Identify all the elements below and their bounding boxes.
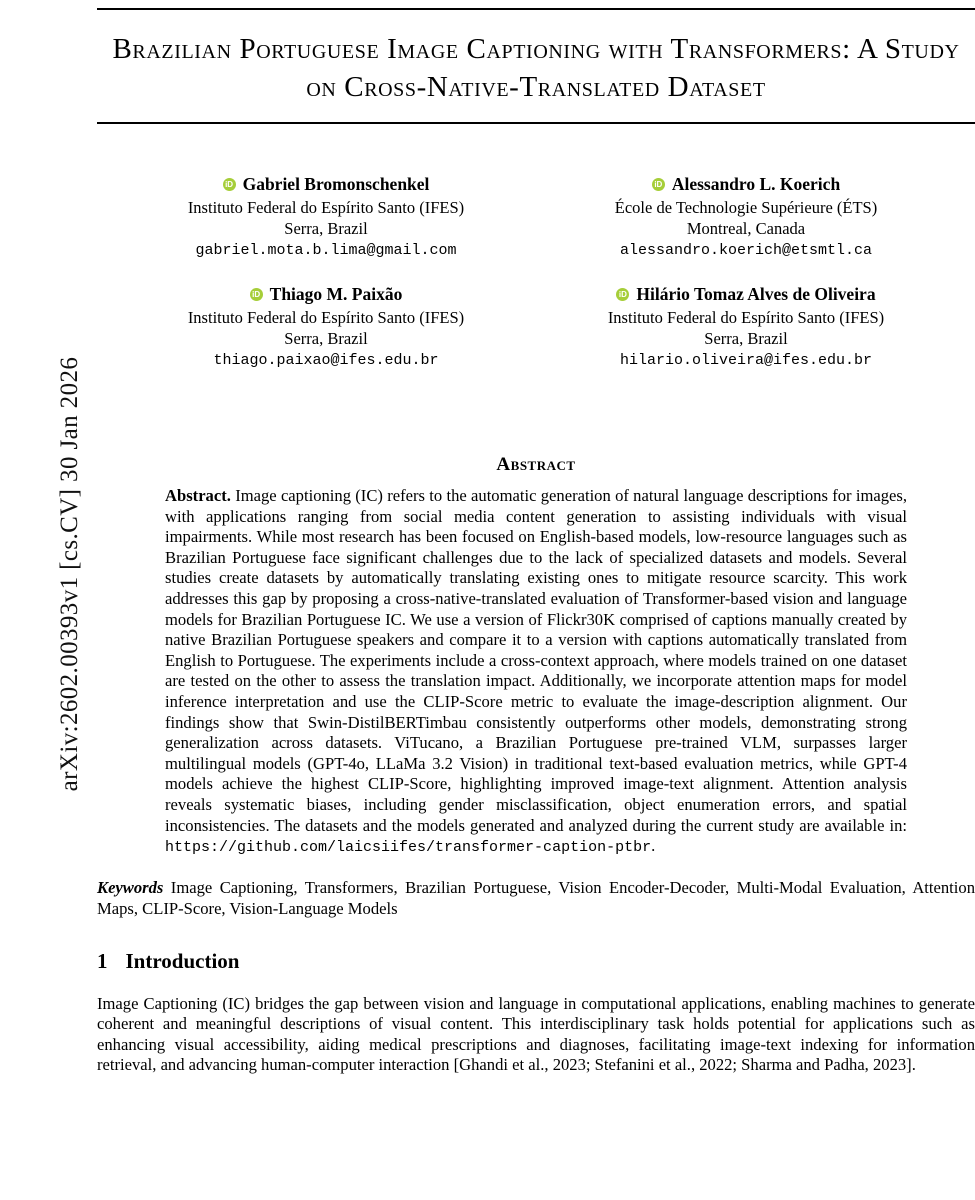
arxiv-identifier-stamp: arXiv:2602.00393v1 [cs.CV] 30 Jan 2026 — [56, 356, 83, 792]
abstract-text: Image captioning (IC) refers to the automatic generation of natural language descriptions for images, with applications ranging from social media content generation to assisting individuals with visual impairments. While most research has been focused on English-based models, low-resource languages such as Brazilian Portuguese face significant challenges due to the lack of specialized datasets and models. Several studies create datasets by automatically translating existing ones to mitigate resource scarcity. This work addresses this gap by proposing a cross-native-translated evaluation of Transformer-based vision and language models for Brazilian Portuguese IC. We use a version of Flickr30K comprised of captions manually created by native Brazilian Portuguese speakers and compare it to a version with captions automatically translated from English to Portuguese. The experiments include a cross-context approach, where models trained on one dataset are tested on the other to assess the translation impact. Additionally, we incorporate attention maps for model inference interpretation and use the CLIP-Score metric to evaluate the image-description alignment. Our findings show that Swin-DistilBERTimbau consistently outperforms other models, demonstrating strong generalization across datasets. ViTucano, a Brazilian Portuguese pre-trained VLM, surpasses larger multilingual models (GPT-4o, LLaMa 3.2 Vision) in traditional text-based evaluation metrics, while GPT-4 models achieve the highest CLIP-Score, highlighting improved image-text alignment. Attention analysis reveals systematic biases, including gender misclassification, object enumeration errors, and spatial inconsistencies. The datasets and the models generated and analyzed during the current study are available in: — [165, 486, 907, 835]
abstract-repository-link[interactable]: https://github.com/laicsiifes/transformer-caption-ptbr — [165, 839, 652, 857]
abstract-text-tail: . — [651, 836, 656, 856]
author-block — [116, 284, 536, 372]
author-email[interactable]: gabriel.mota.b.lima@gmail.com — [195, 242, 457, 259]
author-email[interactable]: alessandro.koerich@etsmtl.ca — [619, 242, 873, 259]
author-name-line — [116, 284, 536, 305]
section-heading-introduction — [97, 949, 975, 974]
author-name: Thiago M. Paixão — [269, 284, 403, 304]
author-location: Serra, Brazil — [284, 219, 368, 238]
author-list — [97, 174, 975, 394]
author-block — [116, 174, 536, 262]
author-block — [536, 284, 956, 372]
orcid-icon[interactable] — [616, 288, 629, 301]
author-affiliation: Instituto Federal do Espírito Santo (IFES) — [187, 198, 465, 217]
title-bottom-rule — [97, 122, 975, 124]
author-email[interactable]: hilario.oliveira@ifes.edu.br — [619, 352, 873, 369]
keywords-line — [97, 877, 975, 919]
keywords-label: Keywords — [97, 877, 164, 897]
author-email[interactable]: thiago.paixao@ifes.edu.br — [213, 352, 439, 369]
introduction-paragraph: Image Captioning (IC) bridges the gap between vision and language in computational applications, enabling machines to generate coherent and meaningful descriptions of visual content. This interdisciplinary task holds potential for applications such as enhancing visual accessibility, aiding medical prescriptions and diagnoses, facilitating image-text indexing for information retrieval, and advancing human-computer interaction [Ghandi et al., 2023; Stefanini et al., 2022; Sharma and Padha, 2023]. — [97, 993, 975, 1075]
title-top-rule — [97, 8, 975, 10]
author-location: Montreal, Canada — [686, 219, 806, 238]
author-block — [536, 174, 956, 262]
author-name: Gabriel Bromonschenkel — [242, 174, 430, 194]
orcid-icon[interactable] — [250, 288, 263, 301]
author-name-line — [536, 174, 956, 195]
abstract-heading: Abstract — [496, 454, 576, 475]
orcid-icon[interactable] — [223, 178, 236, 191]
page-title: Brazilian Portuguese Image Captioning with Transformers: A Study on Cross-Native-Translated Dataset — [112, 33, 960, 103]
paper-page — [97, 0, 975, 1200]
author-affiliation: Instituto Federal do Espírito Santo (IFES) — [607, 308, 885, 327]
author-location: Serra, Brazil — [284, 329, 368, 348]
orcid-icon[interactable] — [652, 178, 665, 191]
author-affiliation: Instituto Federal do Espírito Santo (IFES) — [187, 308, 465, 327]
abstract-body — [165, 486, 907, 859]
author-name: Hilário Tomaz Alves de Oliveira — [636, 284, 876, 304]
section-title: Introduction — [125, 948, 240, 973]
author-name-line — [116, 174, 536, 195]
author-location: Serra, Brazil — [704, 329, 788, 348]
author-name: Alessandro L. Koerich — [671, 174, 841, 194]
abstract-lead-label: Abstract. — [165, 486, 231, 505]
author-name-line — [536, 284, 956, 305]
author-affiliation: École de Technologie Supérieure (ÉTS) — [614, 198, 878, 217]
section-number: 1 — [97, 948, 108, 973]
keywords-text: Image Captioning, Transformers, Brazilian Portuguese, Vision Encoder-Decoder, Multi-Modal Evaluation, Attention Maps, CLIP-Score, Vision-Language Models — [97, 877, 975, 918]
